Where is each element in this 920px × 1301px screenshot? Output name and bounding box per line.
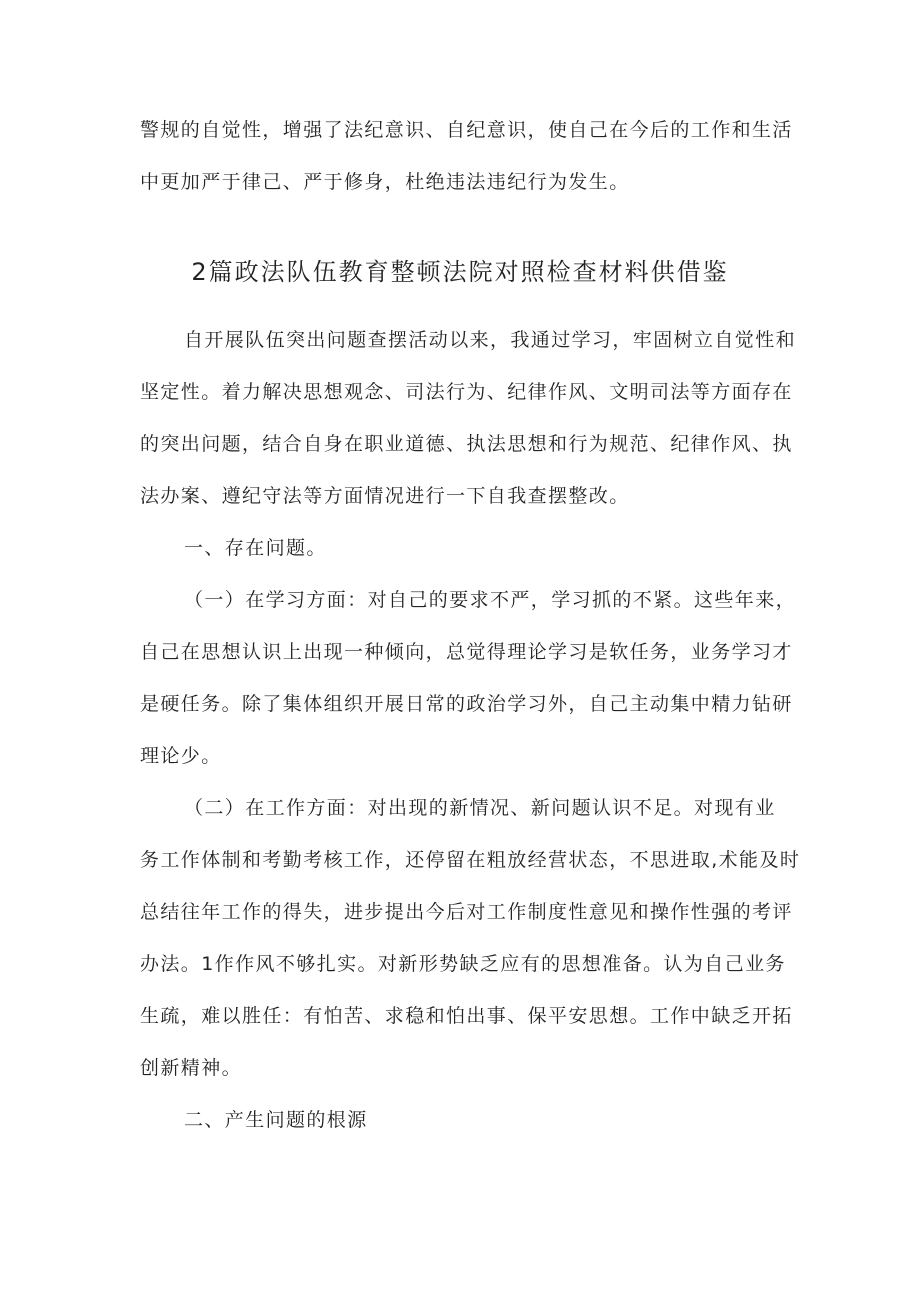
paragraph-line: 办法。1作作风不够扎实。对新形势缺乏应有的思想准备。认为自己业务 [140,953,786,975]
section-heading: 一、存在问题。 [184,537,327,559]
paragraph-line: （一）在学习方面：对自己的要求不严，学习抓的不紧。这些年来， [184,589,797,611]
paragraph-line: 自开展队伍突出问题查摆活动以来，我通过学习，牢固树立自觉性和 [184,329,797,351]
paragraph-line: （二）在工作方面：对出现的新情况、新问题认识不足。对现有业 [184,797,776,819]
document-title: 2篇政法队伍教育整顿法院对照检查材料供借鉴 [191,258,729,286]
paragraph-line: 自己在思想认识上出现一种倾向，总觉得理论学习是软任务，业务学习才 [140,641,793,663]
paragraph-line: 务工作体制和考勤考核工作，还停留在粗放经营状态，不思进取,术能及时 [140,849,801,871]
paragraph-line: 生疏，难以胜任：有怕苦、求稳和怕出事、保平安思想。工作中缺乏开拓 [140,1005,793,1027]
paragraph-line: 坚定性。着力解决思想观念、司法行为、纪律作风、文明司法等方面存在 [140,381,793,403]
paragraph-line: 理论少。 [140,745,222,767]
paragraph-line: 创新精神。 [140,1057,243,1079]
intro-line: 警规的自觉性，增强了法纪意识、自纪意识，使自己在今后的工作和生活 [140,119,793,141]
paragraph-line: 的突出问题，结合自身在职业道德、执法思想和行为规范、纪律作风、执 [140,433,793,455]
paragraph-line: 总结往年工作的得失，进步提出今后对工作制度性意见和操作性强的考评 [140,901,793,923]
section-heading: 二、产生问题的根源 [184,1109,368,1131]
paragraph-line: 法办案、遵纪守法等方面情况进行一下自我查摆整改。 [140,485,630,507]
paragraph-line: 是硬任务。除了集体组织开展日常的政治学习外，自己主动集中精力钻研 [140,693,793,715]
intro-line: 中更加严于律己、严于修身，杜绝违法违纪行为发生。 [140,171,630,193]
